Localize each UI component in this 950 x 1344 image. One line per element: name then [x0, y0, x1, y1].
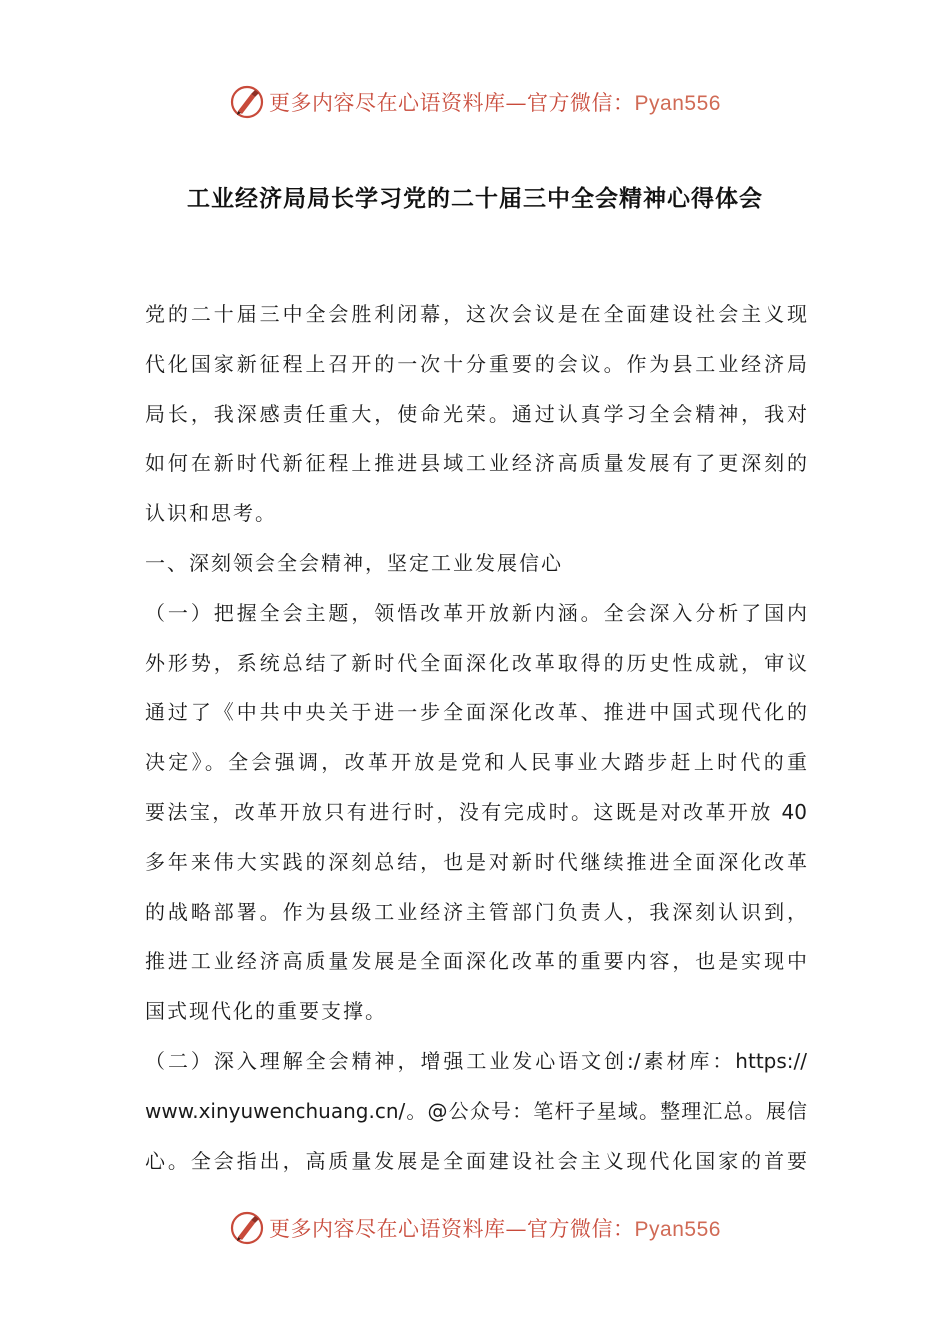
document-body [145, 290, 807, 1186]
section-heading: 一、深刻领会全会精神，坚定工业发展信心 [145, 550, 563, 575]
body-line: （一）把握全会主题，领悟改革开放新内涵。全会深入分析了国内 [145, 600, 807, 625]
body-line: 心。全会指出，高质量发展是全面建设社会主义现代化国家的首要 [145, 1148, 807, 1173]
body-line: 外形势，系统总结了新时代全面深化改革取得的历史性成就，审议 [145, 650, 807, 675]
banner-label: 官方微信： [527, 1217, 635, 1241]
body-line: 局长，我深感责任重大，使命光荣。通过认真学习全会精神，我对 [145, 401, 807, 426]
banner-main: 更多内容尽在心语资料库 [269, 1217, 506, 1241]
body-line: 推进工业经济高质量发展是全面深化改革的重要内容，也是实现中 [145, 949, 807, 974]
body-line: 的战略部署。作为县级工业经济主管部门负责人，我深刻认识到， [145, 899, 807, 924]
banner-id: Pyan556 [634, 1218, 721, 1241]
body-line: 国式现代化的重要支撑。 [145, 999, 387, 1024]
body-line: 认识和思考。 [145, 501, 277, 526]
body-line: 通过了《中共中央关于进一步全面深化改革、推进中国式现代化的 [145, 700, 807, 725]
body-line: 要法宝，改革开放只有进行时，没有完成时。这既是对改革开放 40 [145, 799, 807, 824]
pen-logo-icon [229, 84, 265, 120]
footer-banner [0, 1206, 950, 1250]
banner-id: Pyan556 [634, 92, 721, 115]
body-line: 决定》。全会强调，改革开放是党和人民事业大踏步赶上时代的重 [145, 750, 807, 775]
body-line: （二）深入理解全会精神，增强工业发心语文创:/素材库：https:// [145, 1048, 807, 1073]
body-line: 党的二十届三中全会胜利闭幕，这次会议是在全面建设社会主义现 [145, 302, 807, 326]
header-banner [0, 80, 950, 124]
document-title: 工业经济局局长学习党的二十届三中全会精神心得体会 [187, 186, 763, 212]
banner-text [269, 87, 721, 117]
banner-dash: — [505, 91, 528, 115]
pen-logo-icon [229, 1210, 265, 1246]
banner-dash: — [505, 1217, 528, 1241]
body-line: 多年来伟大实践的深刻总结，也是对新时代继续推进全面深化改革 [145, 849, 807, 874]
banner-text [269, 1213, 721, 1243]
body-line: 如何在新时代新征程上推进县域工业经济高质量发展有了更深刻的 [145, 451, 807, 476]
body-line: www.xinyuwenchuang.cn/。@公众号：笔杆子星域。整理汇总。展信 [145, 1098, 807, 1123]
banner-main: 更多内容尽在心语资料库 [269, 91, 506, 115]
banner-label: 官方微信： [527, 91, 635, 115]
body-line: 代化国家新征程上召开的一次十分重要的会议。作为县工业经济局 [145, 351, 807, 376]
